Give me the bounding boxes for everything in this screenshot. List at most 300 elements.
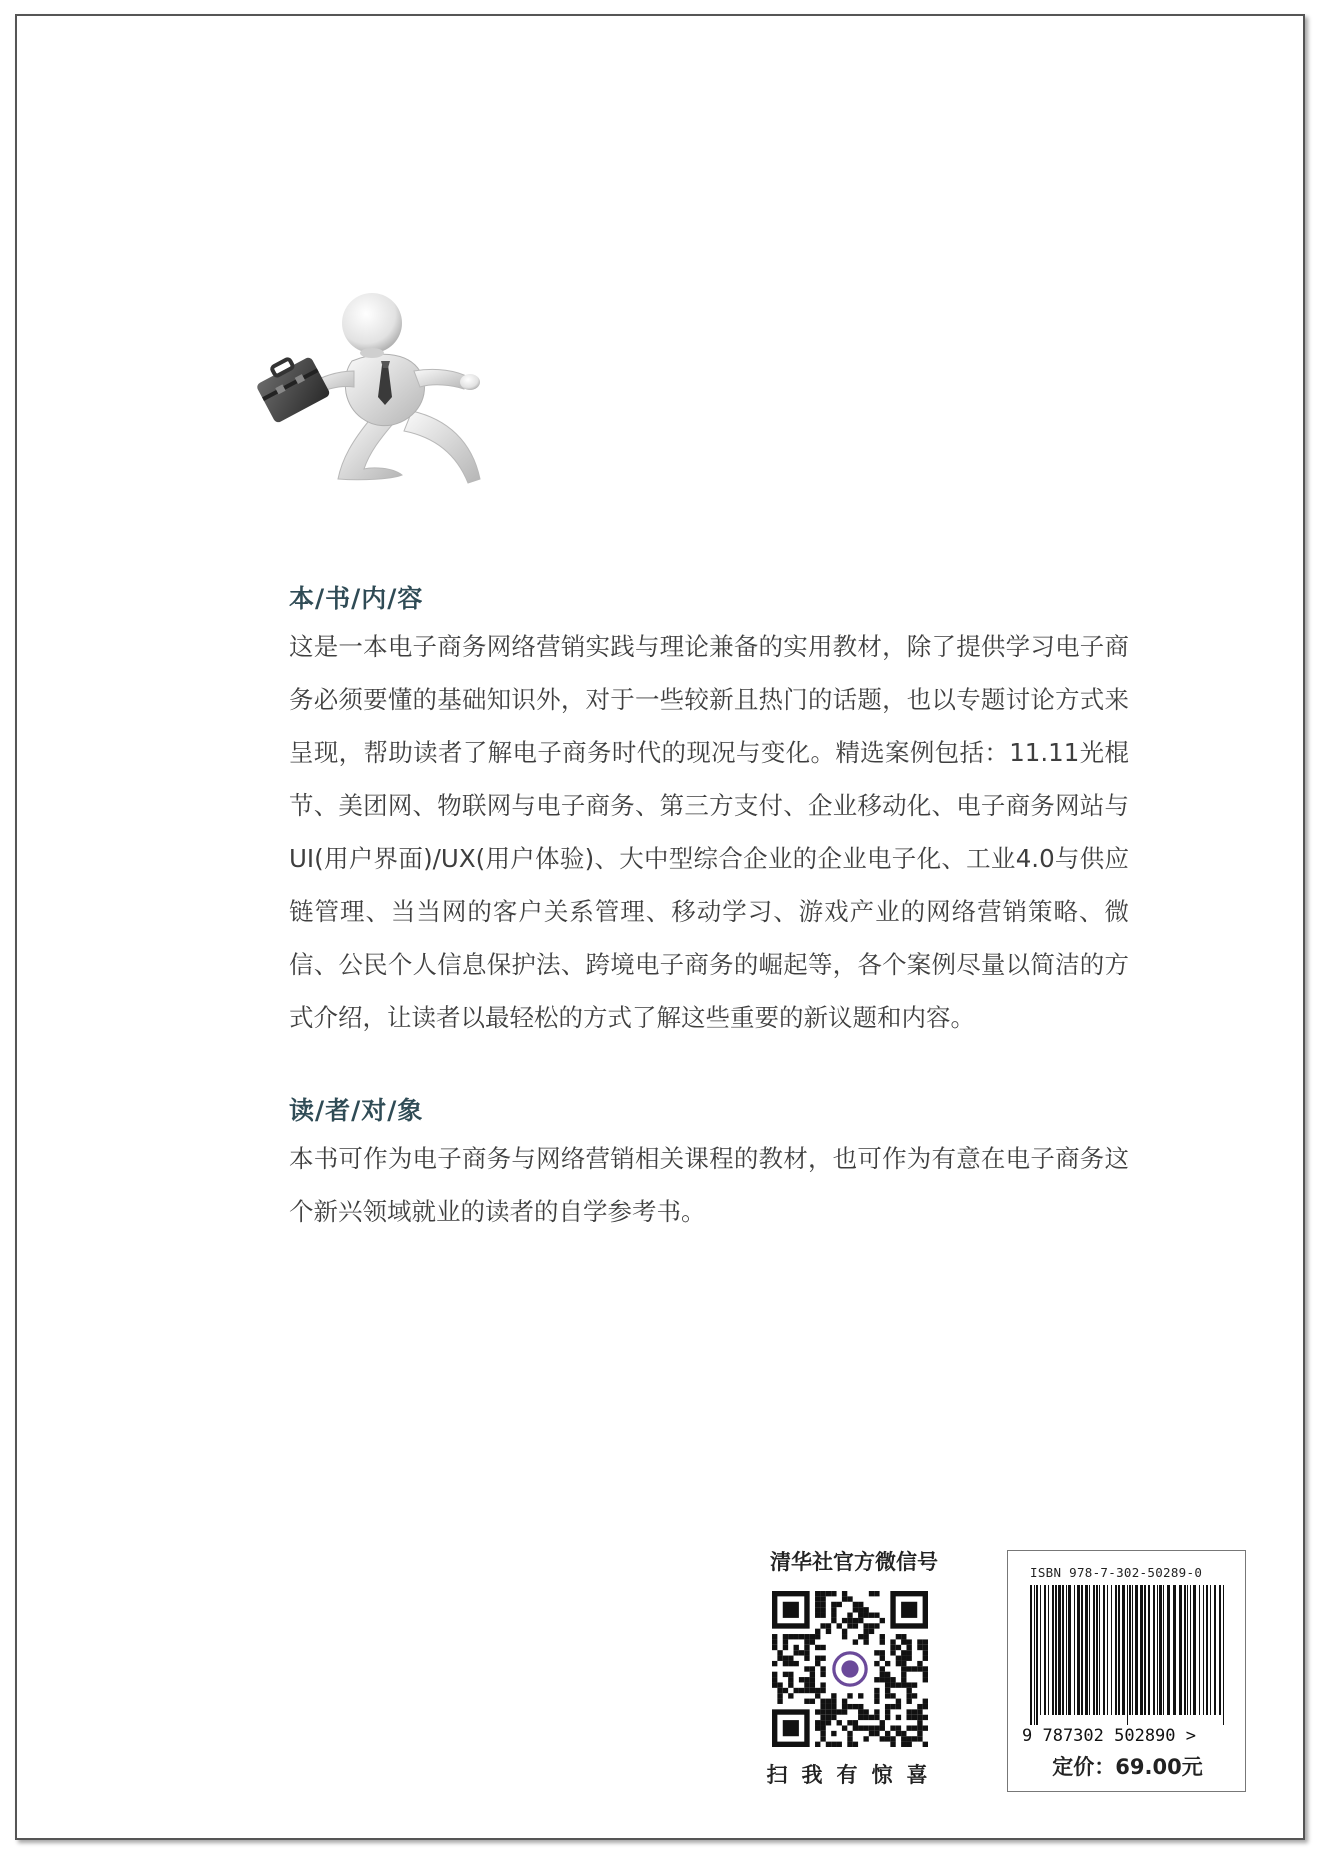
qr-module bbox=[906, 1736, 911, 1741]
qr-module bbox=[896, 1656, 901, 1661]
barcode-bar bbox=[1055, 1585, 1057, 1715]
barcode-bar bbox=[1140, 1585, 1143, 1715]
qr-module bbox=[810, 1639, 815, 1644]
barcode-bar bbox=[1062, 1585, 1064, 1715]
reader-section-title: 读/者/对/象 bbox=[289, 1096, 424, 1125]
qr-module bbox=[820, 1720, 825, 1725]
qr-module bbox=[890, 1650, 895, 1655]
qr-module bbox=[874, 1623, 879, 1628]
barcode-bar bbox=[1187, 1585, 1188, 1715]
qr-module bbox=[863, 1709, 868, 1714]
back-cover-page bbox=[15, 14, 1305, 1840]
qr-module bbox=[831, 1693, 836, 1698]
qr-module bbox=[885, 1672, 890, 1677]
qr-module bbox=[820, 1607, 825, 1612]
qr-module bbox=[885, 1682, 890, 1687]
qr-module bbox=[923, 1742, 928, 1747]
qr-module bbox=[853, 1742, 858, 1747]
qr-module bbox=[820, 1725, 825, 1730]
qr-module bbox=[896, 1699, 901, 1704]
qr-module bbox=[885, 1693, 890, 1698]
qr-module bbox=[917, 1731, 922, 1736]
qr-module bbox=[777, 1656, 782, 1661]
qr-module bbox=[896, 1731, 901, 1736]
content-section-title: 本/书/内/容 bbox=[289, 584, 424, 613]
barcode-bar bbox=[1085, 1585, 1088, 1715]
qr-module bbox=[772, 1672, 777, 1677]
qr-module bbox=[788, 1634, 793, 1639]
qr-module bbox=[820, 1704, 825, 1709]
qr-module bbox=[874, 1693, 879, 1698]
qr-module bbox=[826, 1720, 831, 1725]
qr-module bbox=[804, 1645, 809, 1650]
qr-module bbox=[820, 1613, 825, 1618]
qr-module bbox=[917, 1709, 922, 1714]
qr-module bbox=[853, 1725, 858, 1730]
qr-module bbox=[880, 1725, 885, 1730]
barcode-bar bbox=[1068, 1585, 1071, 1715]
qr-module bbox=[874, 1613, 879, 1618]
reader-section bbox=[289, 1096, 1129, 1238]
qr-module bbox=[788, 1677, 793, 1682]
qr-module bbox=[880, 1634, 885, 1639]
qr-module bbox=[847, 1693, 852, 1698]
qr-module bbox=[831, 1591, 836, 1596]
qr-module bbox=[869, 1613, 874, 1618]
qr-module bbox=[831, 1731, 836, 1736]
qr-module bbox=[826, 1709, 831, 1714]
qr-module bbox=[906, 1650, 911, 1655]
qr-module bbox=[863, 1607, 868, 1612]
barcode-bar bbox=[1132, 1585, 1133, 1715]
barcode-bar bbox=[1193, 1585, 1196, 1715]
qr-module bbox=[874, 1650, 879, 1655]
qr-module bbox=[923, 1666, 928, 1671]
barcode-bar bbox=[1077, 1585, 1080, 1715]
qr-module bbox=[804, 1677, 809, 1682]
qr-module bbox=[917, 1661, 922, 1666]
qr-module bbox=[842, 1699, 847, 1704]
qr-module bbox=[853, 1607, 858, 1612]
barcode-bar bbox=[1118, 1585, 1120, 1715]
qr-module bbox=[906, 1709, 911, 1714]
price-label: 定价：69.00元 bbox=[1052, 1755, 1203, 1779]
qr-module bbox=[917, 1725, 922, 1730]
qr-module bbox=[858, 1607, 863, 1612]
qr-module bbox=[869, 1591, 874, 1596]
qr-module bbox=[804, 1682, 809, 1687]
qr-module bbox=[890, 1742, 895, 1747]
qr-module bbox=[788, 1672, 793, 1677]
qr-module bbox=[874, 1725, 879, 1730]
qr-module bbox=[853, 1720, 858, 1725]
qr-module bbox=[863, 1639, 868, 1644]
qr-module bbox=[810, 1672, 815, 1677]
qr-module bbox=[858, 1693, 863, 1698]
qr-module bbox=[820, 1709, 825, 1714]
qr-module bbox=[885, 1736, 890, 1741]
qr-module bbox=[842, 1709, 847, 1714]
qr-module bbox=[901, 1672, 906, 1677]
qr-module bbox=[810, 1634, 815, 1639]
barcode-bar bbox=[1199, 1585, 1200, 1715]
qr-module bbox=[799, 1688, 804, 1693]
qr-module bbox=[783, 1645, 788, 1650]
qr-module bbox=[906, 1699, 911, 1704]
qr-module bbox=[820, 1623, 825, 1628]
qr-module bbox=[815, 1596, 820, 1601]
qr-module bbox=[831, 1607, 836, 1612]
qr-module bbox=[815, 1613, 820, 1618]
qr-module bbox=[869, 1715, 874, 1720]
qr-module bbox=[923, 1704, 928, 1709]
qr-module bbox=[880, 1677, 885, 1682]
barcode-bar bbox=[1096, 1585, 1098, 1715]
qr-module bbox=[804, 1699, 809, 1704]
qr-module bbox=[847, 1731, 852, 1736]
qr-module bbox=[842, 1591, 847, 1596]
barcode-bar bbox=[1167, 1585, 1170, 1715]
qr-module bbox=[923, 1650, 928, 1655]
qr-module bbox=[826, 1699, 831, 1704]
qr-module bbox=[794, 1661, 799, 1666]
qr-module bbox=[777, 1682, 782, 1687]
qr-module bbox=[815, 1693, 820, 1698]
qr-code-icon[interactable] bbox=[772, 1591, 928, 1747]
qr-module bbox=[880, 1720, 885, 1725]
qr-module bbox=[799, 1634, 804, 1639]
qr-module bbox=[874, 1731, 879, 1736]
qr-module bbox=[874, 1661, 879, 1666]
qr-module bbox=[901, 1666, 906, 1671]
qr-module bbox=[815, 1742, 820, 1747]
qr-module bbox=[815, 1634, 820, 1639]
barcode-bar bbox=[1103, 1585, 1105, 1715]
qr-module bbox=[804, 1634, 809, 1639]
barcode-bar bbox=[1159, 1585, 1162, 1715]
qr-module bbox=[906, 1639, 911, 1644]
qr-module bbox=[869, 1623, 874, 1628]
qr-module bbox=[847, 1618, 852, 1623]
qr-module bbox=[772, 1661, 777, 1666]
running-businessman-illustration bbox=[242, 291, 512, 496]
content-section bbox=[289, 584, 1129, 1044]
barcode-bar bbox=[1066, 1585, 1067, 1715]
qr-module bbox=[783, 1639, 788, 1644]
qr-module bbox=[810, 1682, 815, 1687]
qr-module bbox=[901, 1677, 906, 1682]
qr-module bbox=[815, 1602, 820, 1607]
qr-module bbox=[772, 1682, 777, 1687]
qr-module bbox=[820, 1715, 825, 1720]
qr-module bbox=[890, 1736, 895, 1741]
qr-module bbox=[847, 1704, 852, 1709]
qr-module bbox=[777, 1699, 782, 1704]
qr-module bbox=[917, 1720, 922, 1725]
qr-module bbox=[923, 1645, 928, 1650]
qr-module bbox=[826, 1704, 831, 1709]
qr-module bbox=[869, 1629, 874, 1634]
qr-module bbox=[810, 1688, 815, 1693]
qr-module bbox=[788, 1656, 793, 1661]
qr-module bbox=[820, 1672, 825, 1677]
qr-module bbox=[912, 1725, 917, 1730]
qr-module bbox=[815, 1661, 820, 1666]
qr-module bbox=[917, 1645, 922, 1650]
qr-module bbox=[815, 1688, 820, 1693]
qr-module bbox=[890, 1725, 895, 1730]
qr-module bbox=[820, 1736, 825, 1741]
qr-module bbox=[837, 1602, 842, 1607]
qr-module bbox=[831, 1742, 836, 1747]
qr-module bbox=[901, 1682, 906, 1687]
qr-module bbox=[777, 1693, 782, 1698]
qr-module bbox=[842, 1596, 847, 1601]
barcode-bar bbox=[1190, 1585, 1191, 1715]
barcode-bar bbox=[1030, 1585, 1032, 1725]
isbn-barcode-box bbox=[1007, 1550, 1246, 1792]
qr-module bbox=[815, 1720, 820, 1725]
qr-module bbox=[815, 1645, 820, 1650]
qr-module bbox=[820, 1602, 825, 1607]
qr-module bbox=[788, 1661, 793, 1666]
qr-module bbox=[885, 1661, 890, 1666]
qr-module bbox=[923, 1725, 928, 1730]
qr-module bbox=[874, 1688, 879, 1693]
qr-module bbox=[863, 1725, 868, 1730]
qr-module bbox=[772, 1639, 777, 1644]
qr-module bbox=[874, 1699, 879, 1704]
qr-module bbox=[831, 1613, 836, 1618]
qr-module bbox=[923, 1677, 928, 1682]
barcode-bar bbox=[1081, 1585, 1083, 1715]
qr-module bbox=[896, 1645, 901, 1650]
qr-module bbox=[847, 1720, 852, 1725]
qr-module bbox=[863, 1634, 868, 1639]
qr-module bbox=[906, 1656, 911, 1661]
qr-module bbox=[923, 1656, 928, 1661]
qr-module bbox=[810, 1677, 815, 1682]
qr-module bbox=[890, 1693, 895, 1698]
qr-module bbox=[820, 1656, 825, 1661]
qr-module bbox=[917, 1666, 922, 1671]
qr-module bbox=[788, 1682, 793, 1687]
qr-module bbox=[831, 1699, 836, 1704]
qr-module bbox=[906, 1715, 911, 1720]
qr-module bbox=[799, 1677, 804, 1682]
barcode-bar bbox=[1206, 1585, 1208, 1715]
qr-module bbox=[810, 1666, 815, 1671]
barcode-icon bbox=[1022, 1585, 1242, 1745]
qr-module bbox=[906, 1693, 911, 1698]
qr-module bbox=[777, 1650, 782, 1655]
barcode-bar bbox=[1058, 1585, 1061, 1715]
qr-module bbox=[863, 1736, 868, 1741]
qr-module bbox=[794, 1634, 799, 1639]
qr-module bbox=[804, 1639, 809, 1644]
qr-module bbox=[804, 1656, 809, 1661]
qr-module bbox=[842, 1634, 847, 1639]
qr-module bbox=[842, 1629, 847, 1634]
qr-module bbox=[874, 1591, 879, 1596]
barcode-bar bbox=[1036, 1585, 1038, 1725]
qr-module bbox=[820, 1666, 825, 1671]
qr-module bbox=[874, 1677, 879, 1682]
barcode-bar bbox=[1223, 1585, 1224, 1725]
qr-module bbox=[912, 1736, 917, 1741]
barcode-bar bbox=[1135, 1585, 1138, 1715]
qr-module bbox=[815, 1709, 820, 1714]
qr-module bbox=[837, 1720, 842, 1725]
qr-module bbox=[885, 1715, 890, 1720]
qr-module bbox=[831, 1715, 836, 1720]
qr-module bbox=[853, 1618, 858, 1623]
qr-module bbox=[863, 1613, 868, 1618]
qr-module bbox=[912, 1666, 917, 1671]
qr-module bbox=[847, 1623, 852, 1628]
qr-module bbox=[890, 1677, 895, 1682]
qr-module bbox=[783, 1661, 788, 1666]
barcode-bar bbox=[1093, 1585, 1095, 1715]
qr-module bbox=[788, 1693, 793, 1698]
qr-module bbox=[858, 1715, 863, 1720]
qr-module bbox=[923, 1672, 928, 1677]
qr-module bbox=[772, 1634, 777, 1639]
barcode-bar bbox=[1148, 1585, 1150, 1715]
qr-module bbox=[896, 1704, 901, 1709]
qr-module bbox=[831, 1709, 836, 1714]
qr-module bbox=[826, 1742, 831, 1747]
qr-module bbox=[837, 1709, 842, 1714]
qr-module bbox=[815, 1656, 820, 1661]
qr-module bbox=[842, 1725, 847, 1730]
qr-module bbox=[858, 1602, 863, 1607]
qr-module bbox=[815, 1629, 820, 1634]
qr-module bbox=[912, 1715, 917, 1720]
qr-module bbox=[880, 1650, 885, 1655]
barcode-bar bbox=[1153, 1585, 1155, 1715]
qr-module bbox=[890, 1704, 895, 1709]
qr-module bbox=[880, 1639, 885, 1644]
qr-module bbox=[783, 1656, 788, 1661]
barcode-bar bbox=[1144, 1585, 1146, 1715]
qr-module bbox=[858, 1725, 863, 1730]
qr-module bbox=[783, 1672, 788, 1677]
barcode-bar bbox=[1044, 1585, 1046, 1715]
qr-module bbox=[826, 1623, 831, 1628]
barcode-bar bbox=[1210, 1585, 1211, 1715]
qr-module bbox=[896, 1682, 901, 1687]
qr-module bbox=[901, 1731, 906, 1736]
qr-caption: 扫我有惊喜 bbox=[766, 1763, 942, 1787]
qr-module bbox=[804, 1666, 809, 1671]
qr-module bbox=[901, 1742, 906, 1747]
qr-module bbox=[901, 1650, 906, 1655]
qr-module bbox=[820, 1731, 825, 1736]
qr-module bbox=[853, 1704, 858, 1709]
qr-module bbox=[799, 1650, 804, 1655]
qr-module bbox=[885, 1709, 890, 1714]
qr-module bbox=[826, 1629, 831, 1634]
qr-module bbox=[874, 1709, 879, 1714]
barcode-bar bbox=[1089, 1585, 1090, 1715]
barcode-bar bbox=[1111, 1585, 1112, 1715]
qr-module bbox=[906, 1688, 911, 1693]
qr-module bbox=[901, 1656, 906, 1661]
qr-module bbox=[794, 1645, 799, 1650]
qr-module bbox=[794, 1688, 799, 1693]
qr-module bbox=[853, 1639, 858, 1644]
qr-module bbox=[880, 1736, 885, 1741]
barcode-bar bbox=[1179, 1585, 1182, 1715]
qr-module bbox=[810, 1699, 815, 1704]
qr-module bbox=[917, 1715, 922, 1720]
qr-module bbox=[869, 1725, 874, 1730]
barcode-bar bbox=[1173, 1585, 1176, 1715]
qr-module bbox=[804, 1688, 809, 1693]
qr-module bbox=[804, 1650, 809, 1655]
qr-module bbox=[820, 1688, 825, 1693]
qr-module bbox=[890, 1639, 895, 1644]
qr-module bbox=[820, 1645, 825, 1650]
qr-module bbox=[880, 1672, 885, 1677]
qr-module bbox=[853, 1602, 858, 1607]
qr-module bbox=[906, 1725, 911, 1730]
barcode-bar bbox=[1034, 1585, 1035, 1725]
qr-module bbox=[826, 1591, 831, 1596]
qr-module bbox=[885, 1704, 890, 1709]
qr-module bbox=[901, 1661, 906, 1666]
qr-module bbox=[885, 1731, 890, 1736]
qr-module bbox=[896, 1725, 901, 1730]
barcode-bar bbox=[1219, 1585, 1221, 1715]
qr-module bbox=[906, 1666, 911, 1671]
qr-module bbox=[847, 1613, 852, 1618]
qr-module bbox=[815, 1725, 820, 1730]
qr-module bbox=[847, 1742, 852, 1747]
barcode-bar bbox=[1129, 1585, 1131, 1715]
wechat-title: 清华社官方微信号 bbox=[770, 1550, 938, 1574]
qr-module bbox=[901, 1639, 906, 1644]
qr-module bbox=[885, 1677, 890, 1682]
qr-module bbox=[826, 1715, 831, 1720]
qr-module bbox=[917, 1736, 922, 1741]
qr-module bbox=[901, 1736, 906, 1741]
barcode-bar bbox=[1214, 1585, 1216, 1715]
qr-module bbox=[874, 1715, 879, 1720]
qr-module bbox=[820, 1699, 825, 1704]
barcode-bar bbox=[1157, 1585, 1158, 1715]
barcode-bar bbox=[1163, 1585, 1164, 1715]
barcode-bar bbox=[1040, 1585, 1041, 1715]
qr-module bbox=[917, 1639, 922, 1644]
reader-section-body: 本书可作为电子商务与网络营销相关课程的教材，也可作为有意在电子商务这个新兴领域就业的读者的自学参考书。 bbox=[289, 1144, 1129, 1226]
qr-module bbox=[831, 1618, 836, 1623]
qr-module bbox=[863, 1715, 868, 1720]
qr-module bbox=[906, 1645, 911, 1650]
qr-module bbox=[772, 1645, 777, 1650]
qr-module bbox=[896, 1634, 901, 1639]
qr-module bbox=[906, 1742, 911, 1747]
qr-module bbox=[837, 1623, 842, 1628]
qr-module bbox=[863, 1623, 868, 1628]
barcode-bar bbox=[1099, 1585, 1100, 1715]
qr-module bbox=[880, 1618, 885, 1623]
qr-module bbox=[880, 1666, 885, 1671]
qr-module bbox=[794, 1650, 799, 1655]
qr-module bbox=[917, 1704, 922, 1709]
barcode-bar bbox=[1127, 1585, 1128, 1725]
